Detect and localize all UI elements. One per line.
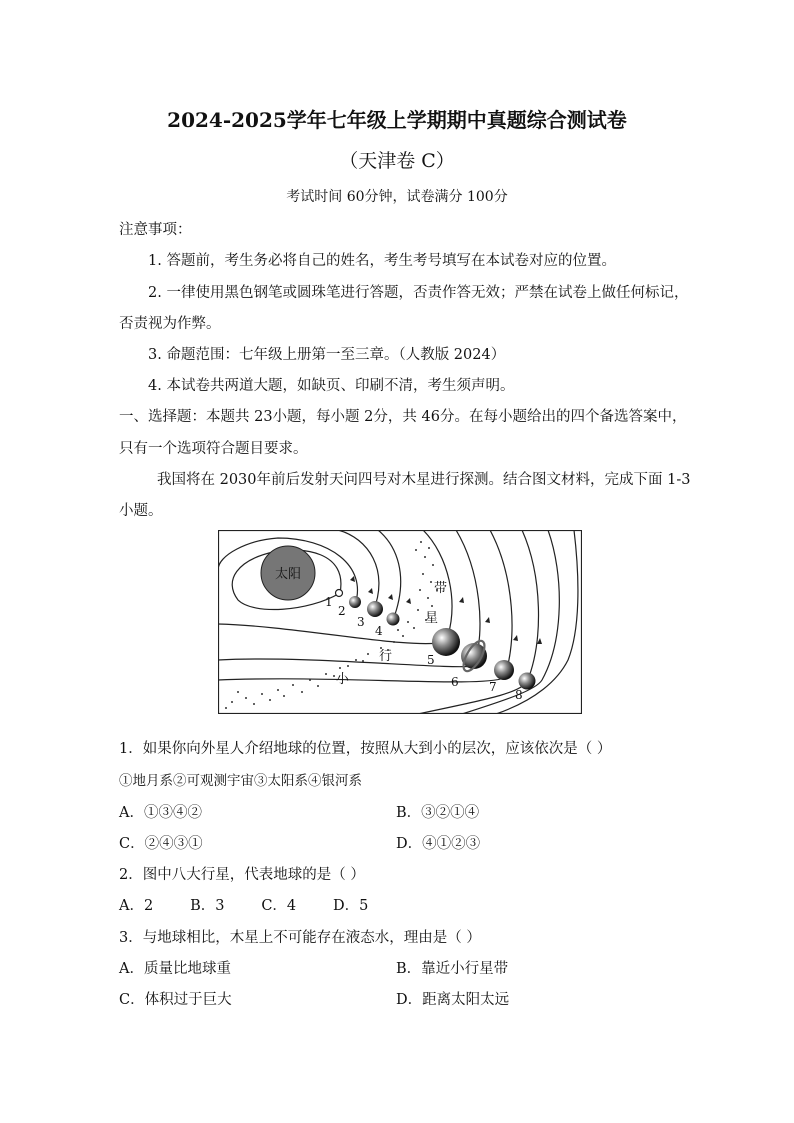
belt-char-1: 带 — [434, 581, 448, 596]
planet-number-1: 1 — [325, 595, 333, 609]
question-2-options[interactable]: A．2 B．3 C．4 D．5 — [119, 898, 369, 914]
planet-number-2: 2 — [338, 604, 346, 618]
note-item-1: 1. 答题前，考生务必将自己的姓名，考生考号填写在本试卷对应的位置。 — [148, 253, 616, 269]
planet-number-4: 4 — [375, 624, 383, 638]
material-line-1: 我国将在 2030年前后发射天问四号对木星进行探测。结合图文材料，完成下面 1-3 — [157, 472, 691, 488]
question-3-option-d[interactable]: D．距离太阳太远 — [396, 992, 510, 1008]
section-heading-line-1: 一、选择题：本题共 23小题，每小题 2分，共 46分。在每小题给出的四个备选答案中， — [119, 409, 687, 425]
note-item-2-line-2: 否责视为作弊。 — [119, 316, 221, 332]
question-3-stem: 3．与地球相比，木星上不可能存在液态水，理由是（ ） — [119, 930, 481, 946]
question-3-option-b[interactable]: B．靠近小行星带 — [396, 961, 509, 977]
belt-char-3: 行 — [379, 649, 393, 664]
exam-subtitle: （天津卷 C） — [339, 150, 455, 172]
question-1-option-a[interactable]: A．①③④② — [119, 805, 202, 821]
sun-label: 太阳 — [274, 567, 302, 582]
question-1-option-c[interactable]: C．②④③① — [119, 836, 203, 852]
planet-number-3: 3 — [357, 615, 365, 629]
exam-info: 考试时间 60分钟，试卷满分 100分 — [286, 189, 508, 205]
planet-7 — [494, 660, 514, 680]
exam-title: 2024-2025学年七年级上学期期中真题综合测试卷 — [167, 108, 627, 132]
planet-8 — [519, 673, 536, 690]
question-1-option-d[interactable]: D．④①②③ — [396, 836, 481, 852]
planet-number-8: 8 — [515, 688, 523, 702]
sun — [261, 546, 315, 600]
note-item-4: 4. 本试卷共两道大题，如缺页、印刷不清，考生须声明。 — [148, 378, 515, 394]
planet-number-5: 5 — [427, 653, 435, 667]
section-heading-line-2: 只有一个选项符合题目要求。 — [119, 441, 308, 457]
planet-2 — [349, 596, 361, 608]
notes-heading: 注意事项： — [119, 222, 192, 238]
note-item-3: 3. 命题范围：七年级上册第一至三章。（人教版 2024） — [148, 347, 506, 363]
planet-4 — [387, 613, 400, 626]
question-1-stem: 1．如果你向外星人介绍地球的位置，按照从大到小的层次，应该依次是（ ） — [119, 741, 612, 757]
question-1-note: ①地月系②可观测宇宙③太阳系④银河系 — [119, 773, 362, 789]
planet-5 — [432, 628, 460, 656]
planet-1 — [336, 590, 343, 597]
question-3-option-a[interactable]: A．质量比地球重 — [119, 961, 231, 977]
solar-system-figure — [218, 530, 582, 714]
question-1-option-b[interactable]: B．③②①④ — [396, 805, 480, 821]
planet-6 — [461, 643, 487, 669]
note-item-2-line-1: 2. 一律使用黑色钢笔或圆珠笔进行答题，否责作答无效；严禁在试卷上做任何标记， — [148, 285, 689, 301]
question-3-option-c[interactable]: C．体积过于巨大 — [119, 992, 232, 1008]
planet-number-6: 6 — [451, 675, 459, 689]
belt-char-2: 星 — [425, 611, 439, 626]
material-line-2: 小题。 — [119, 503, 163, 519]
belt-char-4: 小 — [336, 672, 350, 687]
planet-3 — [367, 601, 383, 617]
question-2-stem: 2．图中八大行星，代表地球的是（ ） — [119, 867, 365, 883]
planet-number-7: 7 — [489, 680, 497, 694]
